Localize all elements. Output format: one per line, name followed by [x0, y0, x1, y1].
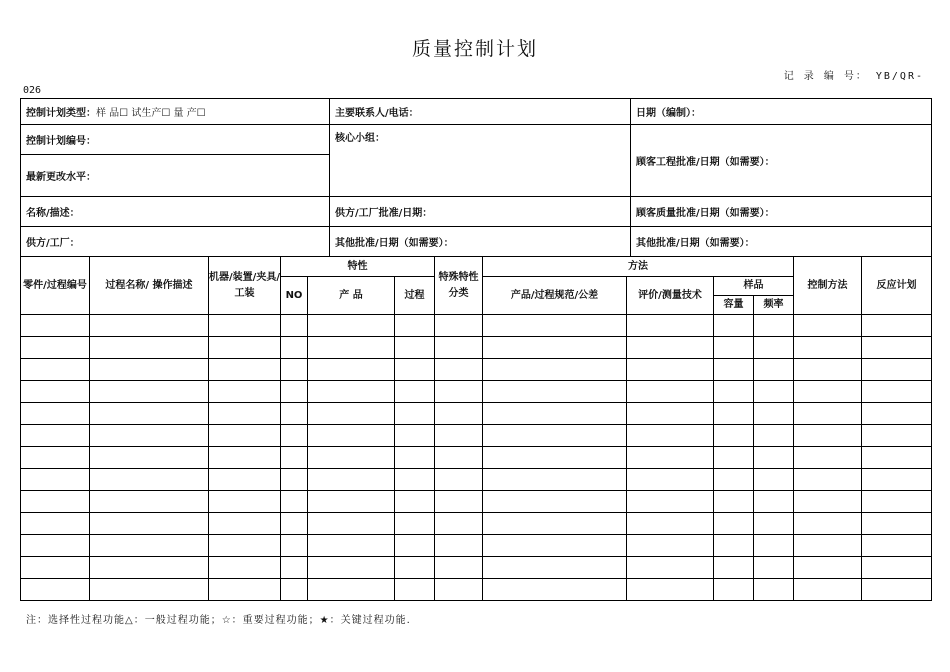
table-cell[interactable] [862, 359, 932, 381]
supplier-label: 供方/工厂： [26, 238, 80, 249]
col-process: 过程 [395, 277, 435, 315]
table-cell[interactable] [483, 315, 627, 337]
table-cell[interactable] [794, 469, 862, 491]
table-cell[interactable] [862, 513, 932, 535]
table-cell[interactable] [714, 403, 754, 425]
table-cell[interactable] [627, 425, 714, 447]
table-cell[interactable] [308, 315, 395, 337]
table-cell[interactable] [281, 315, 308, 337]
supplier-approval-label: 供方/工厂批准/日期： [335, 208, 433, 219]
table-cell[interactable] [627, 381, 714, 403]
table-cell[interactable] [209, 513, 281, 535]
table-cell[interactable] [627, 535, 714, 557]
table-cell[interactable] [862, 557, 932, 579]
table-cell[interactable] [862, 491, 932, 513]
col-frequency: 频率 [754, 296, 794, 315]
plan-type-options[interactable]: 样 品☐ 试生产☐ 量 产☐ [96, 108, 206, 119]
table-cell[interactable] [483, 557, 627, 579]
table-cell[interactable] [435, 359, 483, 381]
table-cell[interactable] [435, 491, 483, 513]
customer-eng-label: 顾客工程批准/日期（如需要）： [636, 157, 775, 168]
table-cell[interactable] [435, 381, 483, 403]
col-product: 产 品 [308, 277, 395, 315]
table-cell[interactable] [627, 447, 714, 469]
table-row [21, 359, 932, 381]
supplier-cell[interactable] [21, 227, 330, 257]
table-cell[interactable] [627, 491, 714, 513]
table-cell[interactable] [395, 491, 435, 513]
table-cell[interactable] [714, 535, 754, 557]
table-cell[interactable] [281, 447, 308, 469]
record-number-label: 记 录 编 号： YB/QR- [783, 71, 924, 82]
col-reaction-plan: 反应计划 [862, 257, 932, 315]
table-cell[interactable] [90, 403, 209, 425]
col-special-class: 特殊特性分类 [435, 257, 483, 315]
table-cell[interactable] [483, 513, 627, 535]
table-cell[interactable] [754, 513, 794, 535]
page-title: 质量控制计划 [411, 38, 538, 60]
table-cell[interactable] [627, 513, 714, 535]
table-cell[interactable] [794, 359, 862, 381]
table-cell[interactable] [90, 315, 209, 337]
name-label: 名称/描述： [26, 208, 80, 219]
table-cell[interactable] [308, 557, 395, 579]
other-approval-1-label: 其他批准/日期（如需要）： [335, 238, 454, 249]
table-cell[interactable] [435, 425, 483, 447]
table-cell[interactable] [862, 381, 932, 403]
col-machine: 机器/装置/夹具/工装 [209, 257, 281, 315]
table-cell[interactable] [281, 491, 308, 513]
table-cell[interactable] [209, 447, 281, 469]
table-cell[interactable] [281, 359, 308, 381]
core-team-label: 核心小组： [335, 133, 385, 144]
table-cell[interactable] [308, 491, 395, 513]
table-cell[interactable] [209, 491, 281, 513]
table-cell[interactable] [627, 403, 714, 425]
table-row [21, 381, 932, 403]
table-cell[interactable] [395, 359, 435, 381]
table-cell[interactable] [794, 447, 862, 469]
table-cell[interactable] [794, 513, 862, 535]
table-cell[interactable] [281, 337, 308, 359]
table-cell[interactable] [281, 381, 308, 403]
table-row [21, 447, 932, 469]
customer-quality-cell[interactable] [631, 197, 932, 227]
name-cell[interactable] [21, 197, 330, 227]
plan-number-cell[interactable] [21, 125, 330, 155]
table-cell[interactable] [714, 579, 754, 601]
table-cell[interactable] [395, 557, 435, 579]
table-cell[interactable] [308, 425, 395, 447]
table-cell[interactable] [395, 447, 435, 469]
table-cell[interactable] [714, 425, 754, 447]
table-cell[interactable] [862, 579, 932, 601]
table-cell[interactable] [21, 535, 90, 557]
table-cell[interactable] [794, 491, 862, 513]
col-capacity: 容量 [714, 296, 754, 315]
col-control-method: 控制方法 [794, 257, 862, 315]
header-form-table [20, 98, 932, 257]
table-cell[interactable] [714, 337, 754, 359]
table-cell[interactable] [308, 579, 395, 601]
table-cell[interactable] [209, 425, 281, 447]
table-cell[interactable] [794, 315, 862, 337]
table-cell[interactable] [21, 425, 90, 447]
table-cell[interactable] [483, 425, 627, 447]
table-cell[interactable] [483, 381, 627, 403]
table-cell[interactable] [209, 403, 281, 425]
core-team-cell[interactable] [330, 125, 631, 197]
table-cell[interactable] [754, 337, 794, 359]
table-cell[interactable] [627, 579, 714, 601]
table-cell[interactable] [90, 359, 209, 381]
table-cell[interactable] [627, 315, 714, 337]
grid-body [21, 315, 932, 601]
table-cell[interactable] [754, 381, 794, 403]
table-cell[interactable] [395, 315, 435, 337]
contact-cell[interactable] [330, 99, 631, 125]
table-row [21, 469, 932, 491]
table-cell[interactable] [714, 447, 754, 469]
table-cell[interactable] [395, 337, 435, 359]
table-cell[interactable] [483, 491, 627, 513]
table-cell[interactable] [714, 359, 754, 381]
table-cell[interactable] [209, 535, 281, 557]
table-cell[interactable] [90, 535, 209, 557]
table-cell[interactable] [794, 535, 862, 557]
table-cell[interactable] [483, 403, 627, 425]
table-cell[interactable] [90, 425, 209, 447]
supplier-approval-cell[interactable] [330, 197, 631, 227]
table-cell[interactable] [714, 469, 754, 491]
revision-cell[interactable] [21, 155, 330, 197]
table-cell[interactable] [21, 381, 90, 403]
plan-type-cell[interactable] [21, 99, 330, 125]
table-cell[interactable] [435, 315, 483, 337]
table-cell[interactable] [627, 469, 714, 491]
table-cell[interactable] [209, 579, 281, 601]
table-cell[interactable] [435, 403, 483, 425]
table-cell[interactable] [90, 557, 209, 579]
table-cell[interactable] [281, 579, 308, 601]
table-cell[interactable] [21, 337, 90, 359]
col-method: 方法 [483, 257, 794, 277]
table-cell[interactable] [435, 557, 483, 579]
table-cell[interactable] [90, 513, 209, 535]
table-cell[interactable] [483, 469, 627, 491]
table-row [21, 403, 932, 425]
table-cell[interactable] [281, 469, 308, 491]
table-cell[interactable] [21, 557, 90, 579]
col-spec: 产品/过程规范/公差 [483, 277, 627, 315]
table-cell[interactable] [862, 315, 932, 337]
table-cell[interactable] [90, 447, 209, 469]
table-cell[interactable] [435, 447, 483, 469]
table-cell[interactable] [714, 491, 754, 513]
revision-label: 最新更改水平： [26, 172, 96, 183]
table-cell[interactable] [794, 425, 862, 447]
col-sample: 样品 [714, 277, 794, 296]
table-row [21, 513, 932, 535]
table-cell[interactable] [281, 513, 308, 535]
table-cell[interactable] [794, 403, 862, 425]
table-cell[interactable] [794, 579, 862, 601]
table-cell[interactable] [754, 491, 794, 513]
table-cell[interactable] [754, 579, 794, 601]
table-cell[interactable] [794, 557, 862, 579]
table-cell[interactable] [627, 557, 714, 579]
table-cell[interactable] [754, 359, 794, 381]
table-cell[interactable] [90, 469, 209, 491]
table-cell[interactable] [90, 491, 209, 513]
customer-quality-label: 顾客质量批准/日期（如需要）： [636, 208, 775, 219]
other-approval-2-label: 其他批准/日期（如需要）： [636, 238, 755, 249]
plan-number-label: 控制计划编号： [26, 136, 96, 147]
table-cell[interactable] [308, 337, 395, 359]
table-cell[interactable] [862, 535, 932, 557]
table-cell[interactable] [754, 535, 794, 557]
table-cell[interactable] [281, 535, 308, 557]
table-cell[interactable] [435, 513, 483, 535]
table-cell[interactable] [21, 403, 90, 425]
table-cell[interactable] [209, 337, 281, 359]
table-cell[interactable] [21, 359, 90, 381]
table-row [21, 535, 932, 557]
table-cell[interactable] [395, 381, 435, 403]
table-cell[interactable] [754, 315, 794, 337]
table-cell[interactable] [627, 359, 714, 381]
table-cell[interactable] [209, 315, 281, 337]
table-cell[interactable] [308, 535, 395, 557]
table-cell[interactable] [308, 359, 395, 381]
table-cell[interactable] [483, 535, 627, 557]
table-cell[interactable] [308, 513, 395, 535]
table-cell[interactable] [483, 447, 627, 469]
table-cell[interactable] [754, 557, 794, 579]
table-cell[interactable] [395, 579, 435, 601]
table-row [21, 315, 932, 337]
table-cell[interactable] [714, 381, 754, 403]
table-cell[interactable] [21, 491, 90, 513]
table-cell[interactable] [862, 447, 932, 469]
table-cell[interactable] [281, 557, 308, 579]
table-cell[interactable] [754, 425, 794, 447]
table-cell[interactable] [862, 337, 932, 359]
table-cell[interactable] [714, 557, 754, 579]
table-cell[interactable] [90, 337, 209, 359]
table-cell[interactable] [308, 447, 395, 469]
table-row [21, 337, 932, 359]
table-cell[interactable] [862, 403, 932, 425]
table-row [21, 425, 932, 447]
table-cell[interactable] [209, 557, 281, 579]
table-cell[interactable] [281, 403, 308, 425]
table-cell[interactable] [395, 403, 435, 425]
col-no: NO [281, 277, 308, 315]
table-cell[interactable] [435, 337, 483, 359]
col-evaluation: 评价/测量技术 [627, 277, 714, 315]
col-part-number: 零件/过程编号 [21, 257, 90, 315]
col-characteristics: 特性 [281, 257, 435, 277]
table-cell[interactable] [395, 513, 435, 535]
table-cell[interactable] [21, 447, 90, 469]
table-cell[interactable] [754, 469, 794, 491]
table-cell[interactable] [21, 579, 90, 601]
table-cell[interactable] [395, 425, 435, 447]
table-cell[interactable] [862, 425, 932, 447]
table-cell[interactable] [754, 403, 794, 425]
table-cell[interactable] [90, 579, 209, 601]
table-cell[interactable] [21, 469, 90, 491]
table-cell[interactable] [209, 469, 281, 491]
table-cell[interactable] [395, 535, 435, 557]
table-cell[interactable] [754, 447, 794, 469]
other-approval-2-cell[interactable] [631, 227, 932, 257]
table-cell[interactable] [308, 469, 395, 491]
table-cell[interactable] [209, 381, 281, 403]
table-row [21, 491, 932, 513]
table-cell[interactable] [435, 535, 483, 557]
table-cell[interactable] [308, 381, 395, 403]
table-cell[interactable] [483, 359, 627, 381]
table-cell[interactable] [21, 513, 90, 535]
customer-eng-cell[interactable] [631, 125, 932, 197]
table-row [21, 579, 932, 601]
col-process-name: 过程名称/ 操作描述 [90, 257, 209, 315]
other-approval-1-cell[interactable] [330, 227, 631, 257]
table-cell[interactable] [395, 469, 435, 491]
date-label: 日期（编制）： [636, 108, 701, 119]
table-cell[interactable] [862, 469, 932, 491]
table-cell[interactable] [794, 381, 862, 403]
table-cell[interactable] [21, 315, 90, 337]
table-cell[interactable] [794, 337, 862, 359]
table-cell[interactable] [308, 403, 395, 425]
footer-note: 注：选择性过程功能△：一般过程功能；☆：重要过程功能；★：关键过程功能. [26, 615, 411, 626]
table-cell[interactable] [483, 579, 627, 601]
table-cell[interactable] [209, 359, 281, 381]
table-cell[interactable] [714, 315, 754, 337]
date-cell[interactable] [631, 99, 932, 125]
table-cell[interactable] [90, 381, 209, 403]
plan-type-label: 控制计划类型： [26, 108, 96, 119]
table-cell[interactable] [627, 337, 714, 359]
table-cell[interactable] [435, 579, 483, 601]
table-cell[interactable] [483, 337, 627, 359]
contact-label: 主要联系人/电话： [335, 108, 419, 119]
table-cell[interactable] [435, 469, 483, 491]
record-number-suffix: 026 [23, 85, 42, 96]
control-plan-grid [20, 256, 932, 601]
table-cell[interactable] [281, 425, 308, 447]
table-cell[interactable] [714, 513, 754, 535]
table-row [21, 557, 932, 579]
